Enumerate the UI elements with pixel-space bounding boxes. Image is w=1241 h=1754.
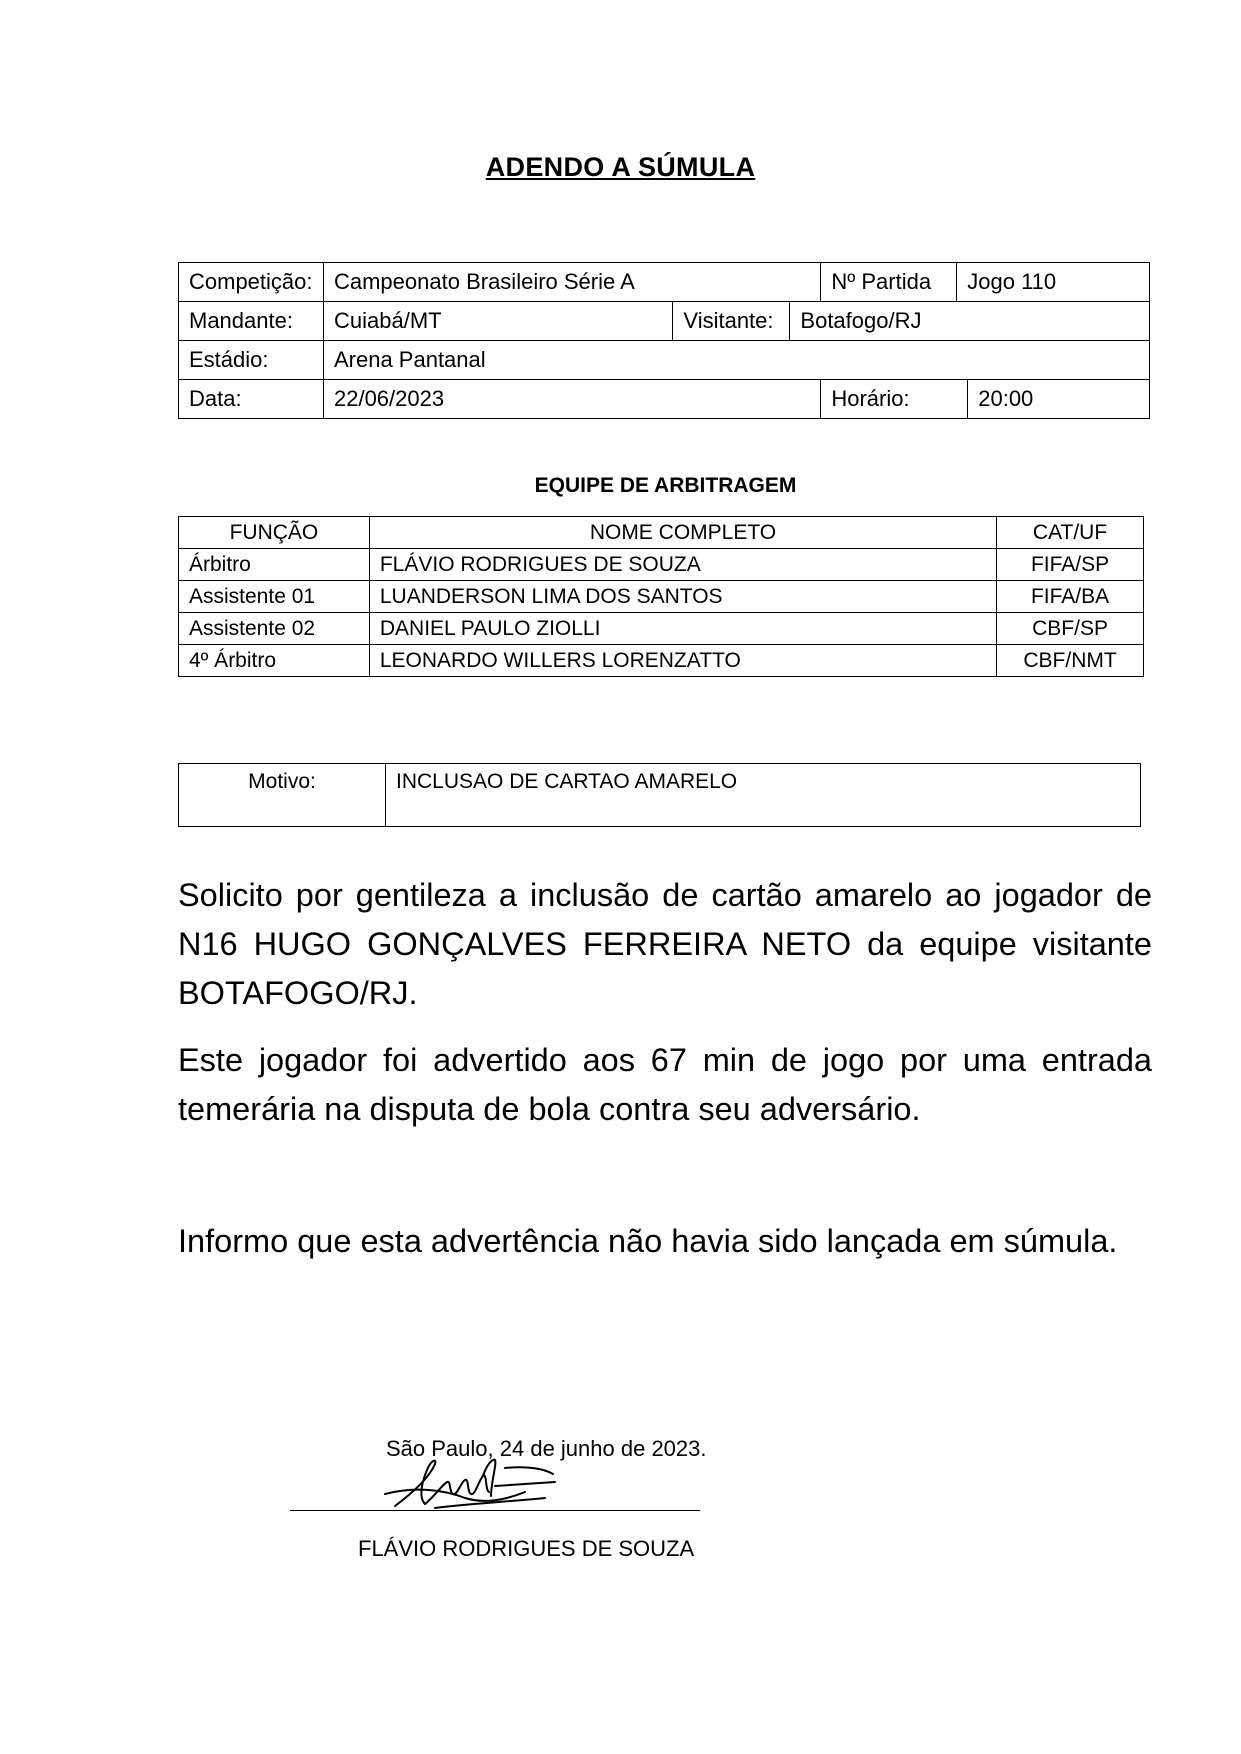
reason-table bbox=[178, 763, 1141, 827]
table-row bbox=[179, 549, 1144, 581]
header-role: FUNÇÃO bbox=[179, 517, 370, 549]
table-row bbox=[179, 645, 1144, 677]
signature-place-date: São Paulo, 24 de junho de 2023. bbox=[386, 1436, 707, 1461]
body-paragraph-3: Informo que esta advertência não havia sido lançada em súmula. bbox=[178, 1223, 1118, 1259]
time-label: Horário: bbox=[821, 380, 968, 419]
match-number-label: Nº Partida bbox=[821, 263, 957, 302]
referee-name: LUANDERSON LIMA DOS SANTOS bbox=[369, 581, 996, 613]
date-label: Data: bbox=[179, 380, 324, 419]
referee-category: CBF/NMT bbox=[997, 645, 1144, 677]
stadium-row bbox=[179, 341, 1150, 380]
document-title: ADENDO A SÚMULA bbox=[485, 152, 756, 182]
header-name: NOME COMPLETO bbox=[369, 517, 996, 549]
match-info-table bbox=[178, 262, 1150, 419]
competition-label: Competição: bbox=[179, 263, 324, 302]
referee-role: Árbitro bbox=[179, 549, 370, 581]
home-team-value: Cuiabá/MT bbox=[323, 302, 672, 341]
table-row bbox=[179, 613, 1144, 645]
reason-label: Motivo: bbox=[179, 764, 386, 827]
time-value: 20:00 bbox=[968, 380, 1150, 419]
referee-category: FIFA/BA bbox=[997, 581, 1144, 613]
away-team-label: Visitante: bbox=[673, 302, 790, 341]
home-team-label: Mandante: bbox=[179, 302, 324, 341]
body-paragraph-2: Este jogador foi advertido aos 67 min de jogo por uma entrada temerária na disputa de bola contra seu adversário. bbox=[178, 1042, 1152, 1127]
referee-table-header bbox=[179, 517, 1144, 549]
referee-role: 4º Árbitro bbox=[179, 645, 370, 677]
referee-category: FIFA/SP bbox=[997, 549, 1144, 581]
reason-value: INCLUSAO DE CARTAO AMARELO bbox=[386, 764, 1141, 827]
referee-name: DANIEL PAULO ZIOLLI bbox=[369, 613, 996, 645]
match-number-value: Jogo 110 bbox=[957, 263, 1150, 302]
signatory-name: FLÁVIO RODRIGUES DE SOUZA bbox=[358, 1536, 695, 1561]
handwritten-signature bbox=[375, 1446, 575, 1518]
competition-row bbox=[179, 263, 1150, 302]
referee-category: CBF/SP bbox=[997, 613, 1144, 645]
signature-line bbox=[290, 1510, 700, 1511]
competition-value: Campeonato Brasileiro Série A bbox=[323, 263, 820, 302]
away-team-value: Botafogo/RJ bbox=[790, 302, 1150, 341]
date-value: 22/06/2023 bbox=[323, 380, 820, 419]
date-row bbox=[179, 380, 1150, 419]
body-paragraph-1: Solicito por gentileza a inclusão de cartão amarelo ao jogador de N16 HUGO GONÇALVES FERREIRA NETO da equipe visitante BOTAFOGO/RJ. bbox=[178, 877, 1152, 1011]
referee-name: LEONARDO WILLERS LORENZATTO bbox=[369, 645, 996, 677]
referee-role: Assistente 01 bbox=[179, 581, 370, 613]
header-category: CAT/UF bbox=[997, 517, 1144, 549]
referee-role: Assistente 02 bbox=[179, 613, 370, 645]
referee-name: FLÁVIO RODRIGUES DE SOUZA bbox=[369, 549, 996, 581]
stadium-value: Arena Pantanal bbox=[323, 341, 1149, 380]
stadium-label: Estádio: bbox=[179, 341, 324, 380]
referee-team-title: EQUIPE DE ARBITRAGEM bbox=[534, 474, 797, 497]
referee-team-table bbox=[178, 516, 1144, 677]
teams-row bbox=[179, 302, 1150, 341]
table-row bbox=[179, 581, 1144, 613]
